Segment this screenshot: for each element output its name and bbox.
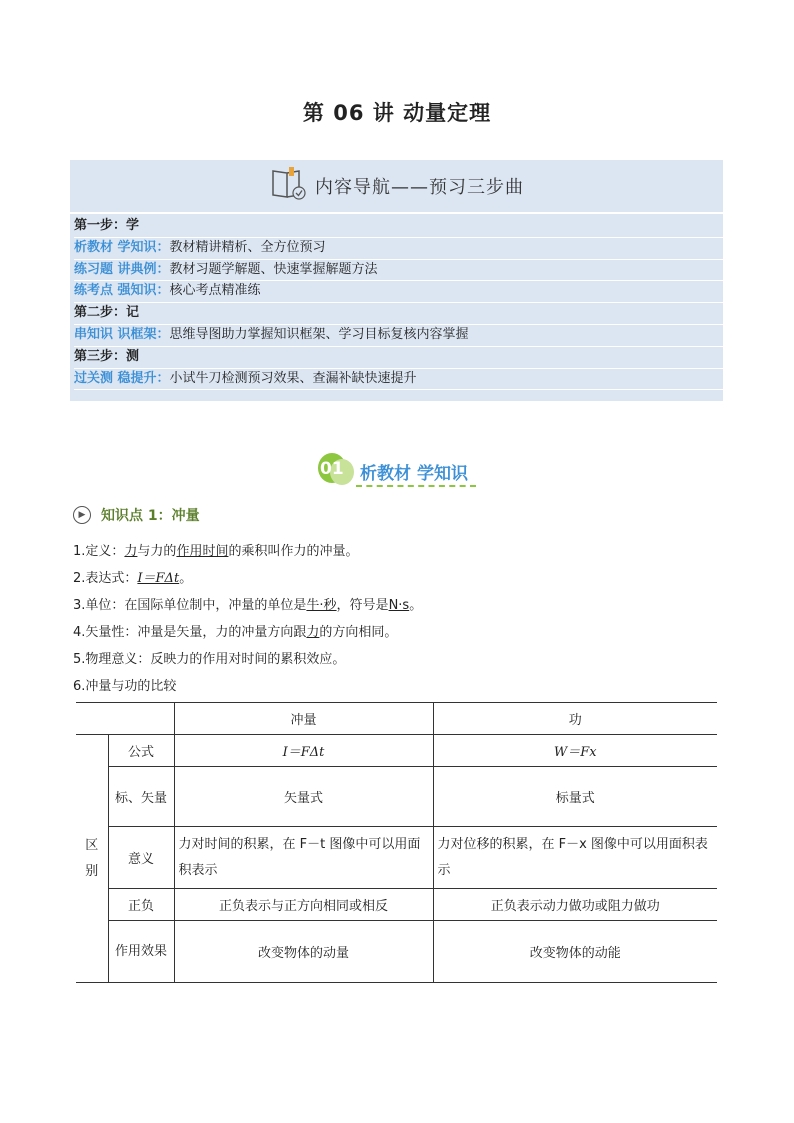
nav-step-1 [74,216,723,238]
nav-item [74,238,723,260]
table-row [76,767,717,827]
section-number: 01 [320,459,344,479]
nav-header [70,160,723,214]
knowledge-point-title: 知识点 1：冲量 [101,508,200,524]
underlined-term: 牛·秒 [306,598,337,613]
table-header-cell: 功 [433,703,717,735]
table-cell: 标量式 [433,767,717,827]
nav-step-2 [74,303,723,325]
text: 与力的 [137,544,177,559]
text: 1.定义： [73,544,125,559]
nav-item-label: 串知识 识框架： [74,326,170,342]
nav-heading: 内容导航——预习三步曲 [315,177,524,198]
step-label: 第三步：测 [74,348,140,364]
nav-item-label: 过关测 稳提升： [74,370,170,386]
table-cell: 力对时间的积累，在 F－t 图像中可以用面积表示 [174,827,433,889]
nav-step-3 [74,347,723,369]
table-cell: I＝FΔt [174,735,433,767]
nav-item-label: 练习题 讲典例： [74,261,170,277]
nav-lines [70,214,723,390]
table-cell: W＝Fx [433,735,717,767]
table-cell: 正负表示动力做功或阻力做功 [433,889,717,921]
underlined-term: N·s [388,598,410,613]
step-label: 第二步：记 [74,305,140,321]
nav-item [74,369,723,391]
table-cell: 改变物体的动能 [433,921,717,983]
group-label-cell: 区 别 [76,735,108,983]
text: 的乘积叫作力的冲量。 [228,544,359,559]
table-row [76,827,717,889]
expression-line [73,567,192,586]
content-navigation-box [70,160,723,401]
table-header-cell: 冲量 [174,703,433,735]
text: 的方向相同。 [319,625,398,640]
table-cell: 矢量式 [174,767,433,827]
row-label-cell: 作用效果 [108,921,174,983]
row-label-cell: 正负 [108,889,174,921]
page-title: 第 06 讲 动量定理 [302,101,492,125]
text: ，符号是 [336,598,389,613]
table-row [76,735,717,767]
nav-item-label: 练考点 强知识： [74,283,170,299]
row-label-cell: 标、矢量 [108,767,174,827]
underlined-term: 力 [306,625,320,640]
table-row [76,889,717,921]
table-header-cell [76,703,174,735]
unit-line [73,594,422,613]
arrow-right-icon: ▶ [73,506,91,524]
text: 2.表达式： [73,571,138,586]
book-icon [269,165,309,207]
text: 4.矢量性：冲量是矢量，力的冲量方向跟 [73,625,307,640]
section-title: 析教材 学知识 [356,453,476,487]
vector-line [73,621,397,640]
nav-item-desc: 核心考点精准练 [169,283,261,299]
section-header [0,453,794,487]
nav-item-desc: 小试牛刀检测预习效果、查漏补缺快速提升 [169,370,417,386]
nav-item-desc: 思维导图助力掌握知识框架、学习目标复核内容掌握 [169,326,469,342]
nav-item [74,281,723,303]
text: 3.单位：在国际单位制中，冲量的单位是 [73,598,307,613]
definition-line [73,540,358,559]
table-cell: 改变物体的动量 [174,921,433,983]
row-label-cell: 意义 [108,827,174,889]
underlined-term: 作用时间 [176,544,229,559]
table-cell: 正负表示与正方向相同或相反 [174,889,433,921]
table-cell: 力对位移的积累，在 F－x 图像中可以用面积表示 [433,827,717,889]
comparison-table [76,702,717,983]
text: 。 [409,598,423,613]
knowledge-point-heading [73,505,200,525]
nav-item-label: 析教材 学知识： [74,239,170,255]
table-row [76,921,717,983]
step-label: 第一步：学 [74,218,140,233]
nav-item-desc: 教材习题学解题、快速掌握解题方法 [169,261,378,277]
underlined-term: 力 [124,544,138,559]
meaning-line: 5.物理意义：反映力的作用对时间的累积效应。 [73,652,346,667]
formula: I＝FΔt [137,571,180,586]
nav-item [74,260,723,282]
row-label-cell: 公式 [108,735,174,767]
section-number-badge [318,453,356,487]
comparison-caption: 6.冲量与功的比较 [73,679,177,694]
text: 。 [179,571,193,586]
nav-item-desc: 教材精讲精析、全方位预习 [169,239,326,255]
table-header-row [76,703,717,735]
nav-item [74,325,723,347]
